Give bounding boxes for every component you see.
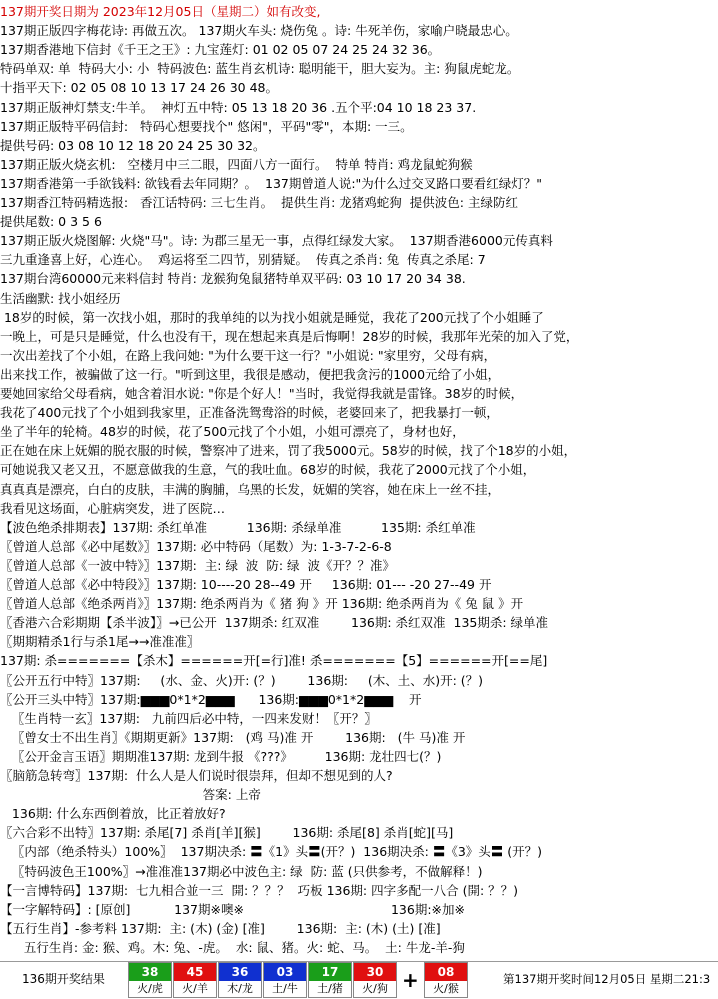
text-line: 生活幽默: 找小姐经历 (0, 290, 121, 306)
text-line: 137期正版火烧图解: 火烧"马"。诗: 为郡三星无一事，点得红绿发大家。 137期香港6000元传真料 (0, 233, 553, 249)
text-line: 〖公开金言玉语〗期期准137期: 龙到牛报 《???》 136期: 龙壮四七(？) (0, 748, 442, 764)
text-line: 137期开奖日期为 2023年12月05日（星期二）如有改变, (0, 4, 321, 19)
draw-result-label: 136期开奖结果 (22, 972, 105, 986)
text-line: 提供尾数: 0 3 5 6 (0, 214, 102, 230)
text-line: 〖脑筋急转弯〗137期: 什么人是人们说时很崇拜，但却不想见到的人? (0, 768, 393, 783)
ball-number: 17 (309, 963, 351, 981)
text-line: 〖公开五行中特〗137期: (水、金、火)开: (？) 136期: (木、土、水)开: (？) (0, 672, 484, 688)
text-line: 【五行生肖】-参考料 137期: 主: (木) (金) [准] 136期: 主: (木) (土) [准] (0, 920, 441, 936)
draw-ball (173, 962, 217, 998)
text-line: 特码单双: 单 特码大小: 小 特码波色: 蓝生肖玄机诗: 聪明能干，胆大妄为。主: 狗鼠虎蛇龙。 (0, 61, 520, 77)
text-line: 正在她在床上妩媚的脱衣服的时候，警察冲了进来，罚了我5000元。58岁的时候，找了个18岁的小姐， (0, 443, 577, 459)
ball-zodiac: 土/猪 (317, 982, 343, 995)
plus-sign: + (402, 968, 419, 992)
text-line: 提供号码: 03 08 10 12 18 20 24 25 30 32。 (0, 137, 266, 153)
text-line: 三九重逢喜上好，心连心。 鸡运将至二四节，别猜疑。 传真之杀肖: 兔 传真之杀尾: 7 (0, 252, 486, 268)
ball-zodiac: 火/狗 (362, 982, 388, 995)
text-line: 〖公开三头中特〗137期:▆▆▆0*1*2▆▆▆ 136期:▆▆▆0*1*2▆▆▆ 开 (0, 691, 422, 707)
draw-ball (353, 962, 397, 998)
text-line: 〖曾道人总部《必中特段》〗137期: 10----20 28--49 开 136期: 01--- -20 27--49 开 (0, 577, 492, 592)
text-line: 137期台湾60000元来料信封 特肖: 龙猴狗兔鼠猪特单双平码: 03 10 17 20 34 38. (0, 271, 466, 287)
text-line: 〖曾女士不出生肖〗《期期更新》137期: (鸡 马)准 开 136期: (牛 马)准 开 (0, 729, 466, 745)
ball-zodiac: 火/羊 (182, 982, 208, 995)
text-line: 出来找工作，被骗做了这一行。"听到这里，我很是感动，便把我贪污的1000元给了小姐， (0, 366, 501, 382)
ball-number: 45 (174, 963, 216, 981)
text-line: 〖特码波色王100%〗→准准准137期必中波色主: 绿 防: 蓝 (只供参考，不做解释！) (0, 863, 483, 879)
ball-number: 03 (264, 963, 306, 981)
text-line: 137期正版神灯禁支:牛羊。 神灯五中特: 05 13 18 20 36 .五个平:04 10 18 23 37. (0, 99, 477, 115)
ball-zodiac: 木/龙 (227, 982, 253, 995)
text-line: 十指平天下: 02 05 08 10 13 17 24 26 30 48。 (0, 80, 279, 96)
text-line: 〖曾道人总部《一波中特》〗137期: 主: 绿 波 防: 绿 波《开？？准》 (0, 557, 395, 573)
ball-number: 08 (425, 963, 467, 981)
text-line: 【一言博特码】137期: 七九相合並一三 開: ？？？ 巧板 136期: 四字多配一八合 (開: ？？) (0, 882, 519, 898)
draw-ball (128, 962, 172, 998)
text-line: 137期香江特码精选报: 香江话特码: 三七生肖。 提供生肖: 龙猪鸡蛇狗 提供波色: 主绿防红 (0, 195, 518, 210)
text-line: 五行生肖: 金: 猴、鸡。木: 兔、-虎。 水: 鼠、猪。火: 蛇、马。 土: 牛龙-羊-狗 (0, 939, 465, 955)
text-line: 〖生肖特一玄〗137期: 九前四后必中特，一四来发财！〖开？〗 (0, 710, 377, 726)
ball-number: 30 (354, 963, 396, 981)
draw-result-footer (0, 961, 718, 999)
text-line: 一次出差找了个小姐，在路上我问她: "为什么要干这一行？"小姐说: "家里穷，父母有病， (0, 347, 497, 363)
ball-zodiac: 火/虎 (137, 982, 163, 995)
text-line: 136期: 什么东西倒着放，比正着放好? (0, 806, 226, 822)
text-line: 〖内部（绝杀特头）100%〗 137期决杀: 〓《1》头〓(开？) 136期决杀: 〓《3》头〓 (开？) (0, 844, 543, 860)
text-line: 【波色绝杀排期表】137期: 杀红单准 136期: 杀绿单准 135期: 杀红单准 (0, 519, 476, 535)
text-line: 〖曾道人总部《必中尾数》〗137期: 必中特码（尾数）为: 1-3-7-2-6-8 (0, 538, 392, 554)
ball-zodiac: 土/牛 (272, 982, 298, 995)
text-line: 坐了半年的轮椅。48岁的时候，花了500元找了个小姐，小姐可漂亮了，身材也好， (0, 424, 465, 440)
draw-ball (218, 962, 262, 998)
ball-zodiac: 火/猴 (433, 982, 459, 995)
ball-number: 36 (219, 963, 261, 981)
text-line: 可她说我又老又丑，不愿意做我的生意，气的我吐血。68岁的时候，我花了2000元找了个小姐， (0, 462, 536, 478)
text-line: 我花了400元找了个小姐到我家里，正准备洗鸳鸯浴的时候，老婆回来了，把我暴打一顿， (0, 405, 499, 421)
draw-ball (263, 962, 307, 998)
text-line: 答案: 上帝 (0, 787, 261, 803)
text-line: 18岁的时候，第一次找小姐，那时的我单纯的以为找小姐就是睡觉，我花了200元找了个小姐睡了 (0, 309, 544, 325)
text-line: 一晚上，可是只是睡觉，什么也没有干，现在想起来真是后悔啊！28岁的时候，我那年光荣的加入了党， (0, 328, 579, 344)
next-draw-time: 第137期开奖时间12月05日 星期二21:3 (503, 972, 711, 986)
text-line: 【一字解特码】: [原创] 137期※噢※ 136期:※加※ (0, 901, 465, 917)
text-line: 〖曾道人总部《绝杀两肖》〗137期: 绝杀两肖为《 猪 狗 》开 136期: 绝杀两肖为《 兔 鼠 》开 (0, 596, 524, 612)
special-ball (424, 962, 468, 998)
text-line: 137期: 杀=======【杀木】======开[=行]准! 杀=======【5】======开[==尾] (0, 653, 548, 669)
text-line: 要她回家给父母看病，她含着泪水说: "你是个好人！"当时，我觉得我就是雷锋。38岁的时候， (0, 386, 524, 401)
text-line: 我看见这场面，心脏病突发，进了医院… (0, 500, 226, 516)
text-line: 137期正版特平码信封: 特码心想要找个" 悠闲"，平码"零"，本期: 一三。 (0, 118, 413, 134)
draw-ball (308, 962, 352, 998)
text-line: 〖期期精杀1行与杀1尾→→准准准〗 (0, 634, 200, 650)
text-line: 真真真是漂亮，白白的皮肤，丰满的胸脯，乌黑的长发，妩媚的笑容，她在床上一丝不挂， (0, 481, 501, 497)
text-line: 137期香港第一手欲钱料: 欲钱看去年同期？。 137期曾道人说:"为什么过交叉路口要看红绿灯？" (0, 175, 543, 191)
text-line: 〖香港六合彩期期【杀半波】〗→已公开 137期杀: 红双准 136期: 杀红双准 135期杀: 绿单准 (0, 615, 549, 631)
text-line: 137期香港地下信封《千王之王》: 九宝莲灯: 01 02 05 07 24 25 24 32 36。 (0, 42, 441, 58)
ball-number: 38 (129, 963, 171, 981)
text-line: 137期正版火烧玄机: 空楼月中三二眼，四面八方一面行。 特单 特肖: 鸡龙鼠蛇狗猴 (0, 156, 473, 172)
text-line: 137期正版四字梅花诗: 再做五次。 137期火车头: 烧伤兔 。诗: 牛死羊伤，家喻户晓最忠心。 (0, 23, 518, 39)
text-line: 〖六合彩不出特〗137期: 杀尾[7] 杀肖[羊][猴] 136期: 杀尾[8] 杀肖[蛇][马] (0, 825, 454, 841)
